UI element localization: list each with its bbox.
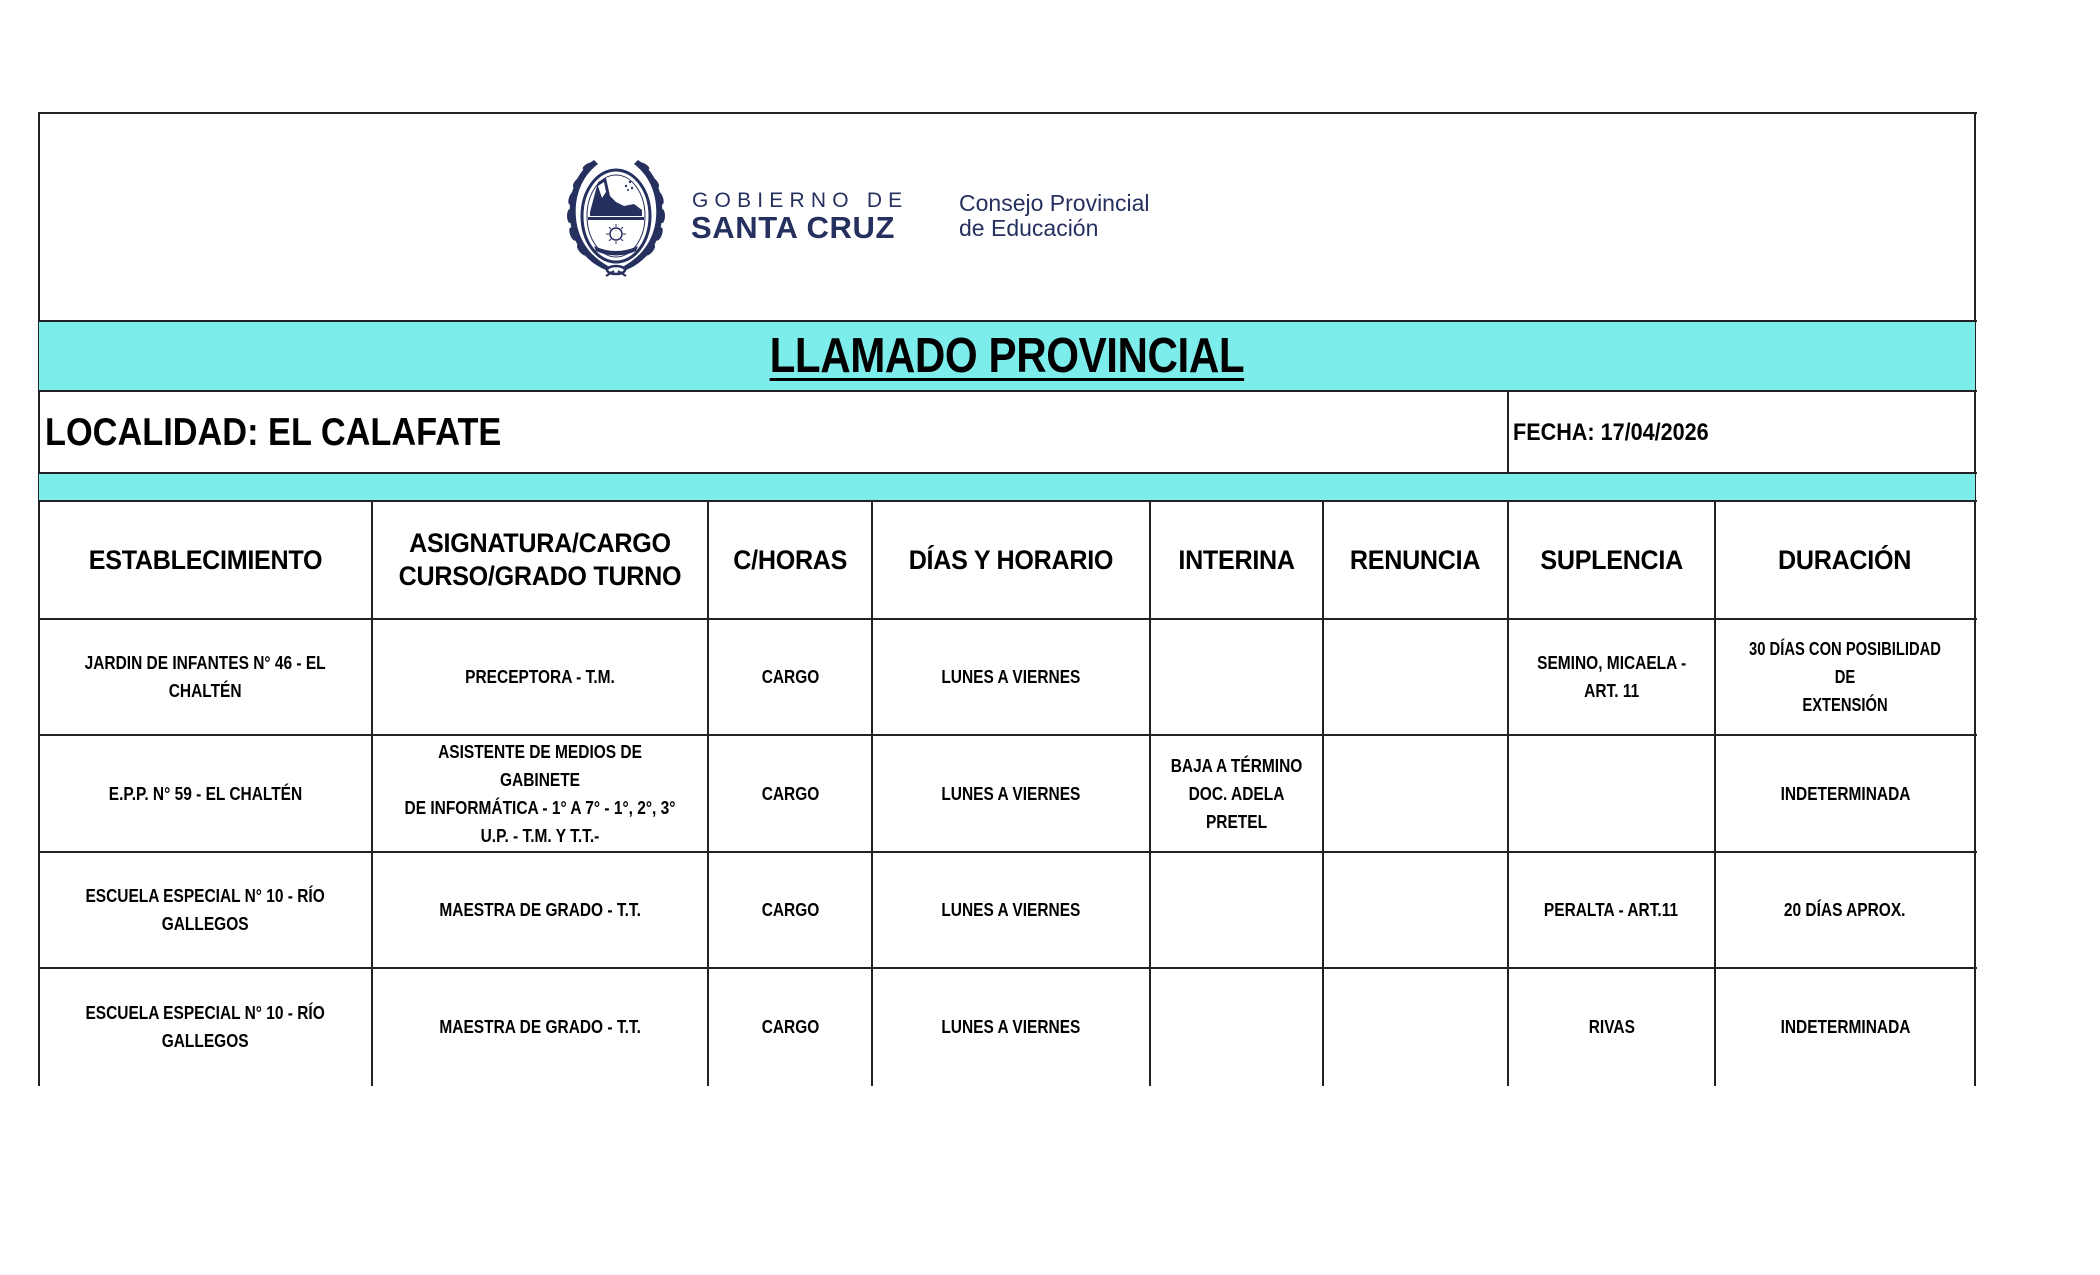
col-asignatura-cell [372, 968, 708, 1086]
col-interina-cell [1150, 735, 1323, 852]
col-asignatura-value: PRECEPTORA - T.M. [465, 667, 615, 687]
column-header-label: INTERINA [1178, 544, 1295, 575]
col-dias-cell [872, 968, 1150, 1086]
col-horas-cell [708, 852, 872, 968]
column-header-duracion [1715, 501, 1975, 619]
col-horas-cell [708, 619, 872, 735]
col-horas-value: CARGO [761, 1017, 819, 1037]
col-asignatura-cell [372, 619, 708, 735]
logo-santa-cruz-text: SANTA CRUZ [691, 210, 896, 245]
col-dias-cell [872, 619, 1150, 735]
separator-band [39, 473, 1975, 501]
col-renuncia-cell [1323, 735, 1508, 852]
col-dias-cell [872, 852, 1150, 968]
col-asignatura-cell [372, 852, 708, 968]
col-dias-value: LUNES A VIERNES [941, 667, 1081, 687]
col-duracion-value: INDETERMINADA [1780, 1017, 1910, 1037]
localidad-text: LOCALIDAD: EL CALAFATE [45, 411, 502, 454]
localidad-label [45, 393, 564, 473]
logo-consejo-line1: Consejo Provincial [959, 190, 1150, 216]
col-dias-value: LUNES A VIERNES [941, 900, 1081, 920]
column-header-horas [708, 501, 872, 619]
col-duracion-cell [1715, 852, 1975, 968]
col-suplencia-value: SEMINO, MICAELA - ART. 11 [1536, 653, 1687, 701]
column-header-label: ASIGNATURA/CARGO CURSO/GRADO TURNO [398, 528, 682, 591]
col-suplencia-cell [1508, 735, 1715, 852]
col-suplencia-cell [1508, 968, 1715, 1086]
divider [38, 320, 1977, 322]
col-suplencia-value: RIVAS [1588, 1017, 1635, 1037]
col-horas-value: CARGO [761, 783, 819, 804]
logo-gobierno-text: GOBIERNO DE [692, 189, 909, 212]
divider [1507, 391, 1509, 473]
col-interina-cell [1150, 968, 1323, 1086]
page-title [39, 323, 1975, 389]
col-interina-cell [1150, 619, 1323, 735]
col-dias-value: LUNES A VIERNES [941, 1017, 1081, 1037]
col-duracion-cell [1715, 619, 1975, 735]
col-renuncia-cell [1323, 619, 1508, 735]
divider [38, 472, 1977, 474]
logo-consejo-text [959, 191, 1149, 241]
col-duracion-value: INDETERMINADA [1780, 783, 1910, 804]
column-header-establecimiento [39, 501, 372, 619]
col-asignatura-cell [372, 735, 708, 852]
col-suplencia-cell [1508, 619, 1715, 735]
col-horas-cell [708, 968, 872, 1086]
col-interina-cell [1150, 852, 1323, 968]
col-renuncia-cell [1323, 968, 1508, 1086]
page-title-text: LLAMADO PROVINCIAL [769, 329, 1245, 383]
col-renuncia-cell [1323, 852, 1508, 968]
col-horas-cell [708, 735, 872, 852]
column-header-asignatura [372, 501, 708, 619]
col-establecimiento-cell [39, 619, 372, 735]
col-interina-value: BAJA A TÉRMINO DOC. ADELA PRETEL [1170, 755, 1303, 832]
column-header-interina [1150, 501, 1323, 619]
col-horas-value: CARGO [761, 900, 819, 920]
fecha-label [1513, 393, 1730, 473]
column-header-label: C/HORAS [733, 544, 847, 575]
col-duracion-value: 30 DÍAS CON POSIBILIDAD DE EXTENSIÓN [1749, 639, 1941, 715]
col-duracion-value: 20 DÍAS APROX. [1784, 900, 1906, 920]
divider [38, 390, 1977, 392]
column-header-dias [872, 501, 1150, 619]
column-header-suplencia [1508, 501, 1715, 619]
col-establecimiento-value: ESCUELA ESPECIAL N° 10 - RÍO GALLEGOS [85, 886, 326, 934]
col-dias-cell [872, 735, 1150, 852]
santa-cruz-coat-of-arms-icon [564, 152, 668, 282]
column-header-label: ESTABLECIMIENTO [88, 544, 323, 575]
fecha-text: FECHA: 17/04/2026 [1513, 419, 1709, 446]
column-header-label: DURACIÓN [1778, 544, 1912, 575]
column-header-renuncia [1323, 501, 1508, 619]
col-duracion-cell [1715, 968, 1975, 1086]
col-suplencia-value: PERALTA - ART.11 [1544, 900, 1679, 920]
col-horas-value: CARGO [761, 667, 819, 687]
column-header-label: SUPLENCIA [1540, 544, 1683, 575]
col-duracion-cell [1715, 735, 1975, 852]
column-header-label: DÍAS Y HORARIO [908, 544, 1114, 575]
col-dias-value: LUNES A VIERNES [941, 783, 1081, 804]
col-asignatura-value: ASISTENTE DE MEDIOS DE GABINETE DE INFORMÁTICA - 1° A 7° - 1°, 2°, 3° U.P. - T.M. Y T.T.- [404, 741, 676, 846]
col-establecimiento-cell [39, 852, 372, 968]
col-establecimiento-cell [39, 735, 372, 852]
col-establecimiento-cell [39, 968, 372, 1086]
col-asignatura-value: MAESTRA DE GRADO - T.T. [439, 900, 641, 920]
col-suplencia-cell [1508, 852, 1715, 968]
col-asignatura-value: MAESTRA DE GRADO - T.T. [439, 1017, 641, 1037]
col-establecimiento-value: ESCUELA ESPECIAL N° 10 - RÍO GALLEGOS [85, 1003, 326, 1051]
logo-consejo-line2: de Educación [959, 215, 1099, 241]
col-establecimiento-value: E.P.P. N° 59 - EL CHALTÉN [108, 783, 303, 804]
col-establecimiento-value: JARDIN DE INFANTES N° 46 - EL CHALTÉN [84, 653, 327, 701]
column-header-label: RENUNCIA [1350, 544, 1481, 575]
